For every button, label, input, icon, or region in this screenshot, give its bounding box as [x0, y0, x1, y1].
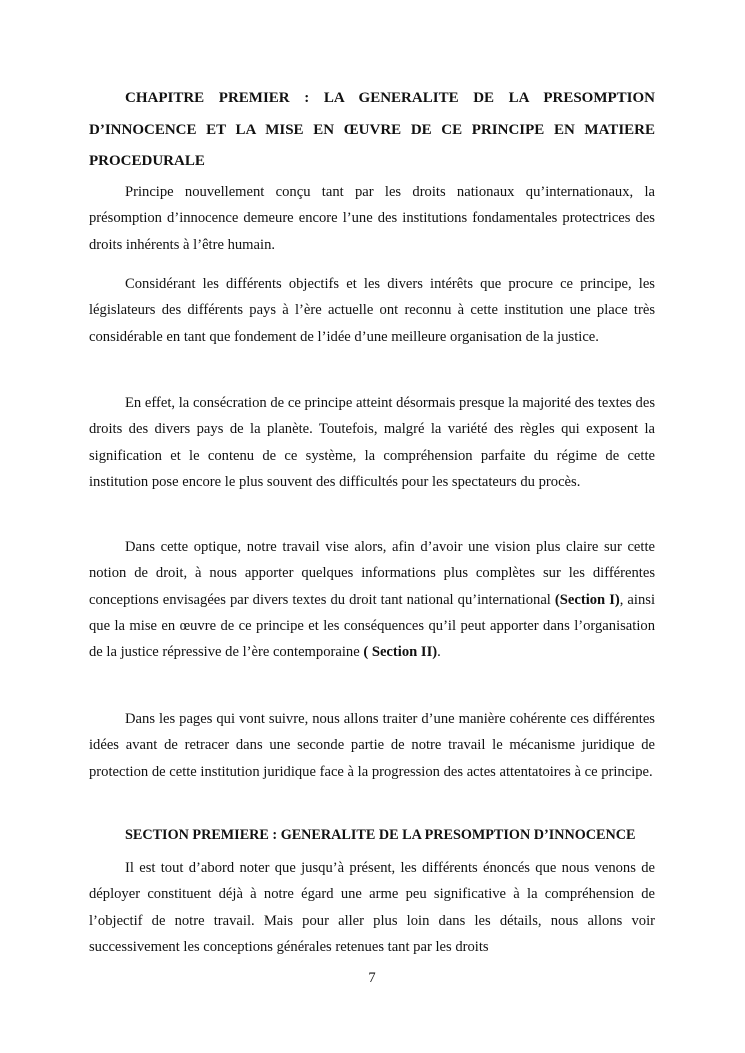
paragraph-optique-text-b: , ainsi que la mise en œuvre de ce principe et les conséquences qu’il peut apporter dans l’organisation de la justice répressive de l’ère contemporaine: [89, 591, 655, 661]
section-2-reference: ( Section II): [363, 644, 438, 661]
paragraph-optique-text-c: .: [437, 644, 441, 661]
chapter-title: CHAPITRE PREMIER : LA GENERALITE DE LA PRESOMPTION D’INNOCENCE ET LA MISE EN ŒUVRE DE CE PRINCIPE EN MATIERE PROCEDURALE: [89, 90, 655, 169]
paragraph-section-intro: Il est tout d’abord noter que jusqu’à présent, les différents énoncés que nous venons de déployer constituent déjà à notre égard une arme peu significative à la compréhension de l’objectif de notre travail. Mais pour aller plus loin dans les détails, nous allons voir successivement les conceptions générales retenues tant par les droits: [89, 860, 655, 955]
paragraph-intro: Principe nouvellement conçu tant par les droits nationaux qu’internationaux, la présomption d’innocence demeure encore l’une des institutions fondamentales protectrices des droits inhérents à l’être humain.: [89, 184, 655, 253]
section-1-reference: (Section I): [554, 591, 620, 608]
section-heading: SECTION PREMIERE : GENERALITE DE LA PRESOMPTION D’INNOCENCE: [125, 827, 636, 843]
paragraph-objectives: Considérant les différents objectifs et les divers intérêts que procure ce principe, les législateurs des différents pays à l’ère actuelle ont reconnu à cette institution une place très considérable en tant que fondement de l’idée d’une meilleure organisation de la justice.: [89, 276, 655, 345]
page-number: 7: [368, 970, 376, 986]
paragraph-suite: Dans les pages qui vont suivre, nous allons traiter d’une manière cohérente ces différentes idées avant de retracer dans une seconde partie de notre travail le mécanisme juridique de protection de cette institution juridique face à la progression des actes attentatoires à ce principe.: [89, 711, 655, 780]
paragraph-consecration: En effet, la consécration de ce principe atteint désormais presque la majorité des textes des droits des divers pays de la planète. Toutefois, malgré la variété des règles qui exposent la signification et le contenu de ce système, la compréhension parfaite du régime de cette institution pose encore le plus souvent des difficultés pour les spectateurs du procès.: [89, 395, 655, 490]
paragraph-optique: [89, 534, 655, 665]
paragraph-optique-text-a: Dans cette optique, notre travail vise alors, afin d’avoir une vision plus claire sur cette notion de droit, à nous apporter quelques informations plus complètes sur les différentes conceptions envisagées par divers textes du droit tant national qu’international: [89, 539, 655, 608]
